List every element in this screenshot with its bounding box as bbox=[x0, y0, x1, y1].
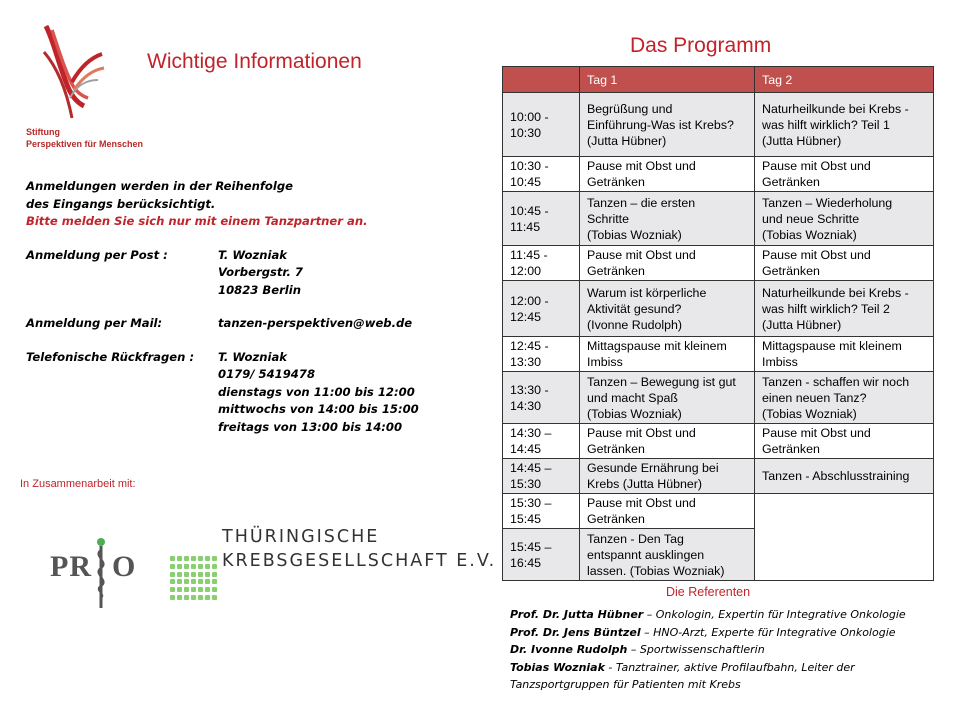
referents-title: Die Referenten bbox=[666, 585, 751, 599]
day2-cell: Pause mit Obst und Getränken bbox=[755, 157, 934, 192]
foundation-logo bbox=[36, 22, 108, 122]
registration-line1: Anmeldungen werden in der Reihenfolge bbox=[26, 179, 294, 193]
dot bbox=[184, 564, 189, 569]
dot bbox=[191, 587, 196, 592]
dot bbox=[184, 595, 189, 600]
dot bbox=[184, 572, 189, 577]
phone-line: T. Wozniak bbox=[218, 349, 288, 364]
time-cell: 10:30 - 10:45 bbox=[503, 157, 580, 192]
dot bbox=[170, 587, 175, 592]
day2-cell: Naturheilkunde bei Krebs - was hilft wirklich? Teil 2 (Jutta Hübner) bbox=[755, 281, 934, 337]
day2-cell: Naturheilkunde bei Krebs - was hilft wirklich? Teil 1 (Jutta Hübner) bbox=[755, 93, 934, 157]
dot bbox=[198, 579, 203, 584]
dot bbox=[170, 595, 175, 600]
phone-label: Telefonische Rückfragen : bbox=[26, 349, 195, 364]
phone-line: dienstags von 11:00 bis 12:00 bbox=[218, 384, 415, 399]
program-row bbox=[503, 192, 934, 246]
day1-cell: Gesunde Ernährung bei Krebs (Jutta Hübner) bbox=[580, 459, 755, 494]
day1-cell: Tanzen – Bewegung ist gut und macht Spaß (Tobias Wozniak) bbox=[580, 372, 755, 424]
program-row bbox=[503, 93, 934, 157]
prio-logo bbox=[48, 536, 148, 610]
mail-row bbox=[26, 315, 466, 333]
referent-name: Dr. Ivonne Rudolph bbox=[510, 643, 628, 656]
foundation-name bbox=[26, 126, 143, 150]
dot bbox=[184, 579, 189, 584]
day1-cell: Pause mit Obst und Getränken bbox=[580, 157, 755, 192]
dot bbox=[184, 556, 189, 561]
tkg-logo-text bbox=[222, 525, 496, 573]
dot bbox=[191, 595, 196, 600]
foundation-logo-icon bbox=[36, 22, 108, 122]
program-row bbox=[503, 424, 934, 459]
header-day1: Tag 1 bbox=[580, 67, 755, 93]
referent-desc: – Onkologin, Expertin für Integrative Onkologie bbox=[643, 608, 906, 621]
dot bbox=[212, 579, 217, 584]
dot bbox=[205, 595, 210, 600]
dot bbox=[198, 572, 203, 577]
day2-empty-cell bbox=[755, 494, 934, 581]
program-header-row bbox=[503, 67, 934, 93]
time-cell: 12:00 - 12:45 bbox=[503, 281, 580, 337]
dot bbox=[177, 572, 182, 577]
referent-name: Prof. Dr. Jutta Hübner bbox=[510, 608, 644, 621]
referent-desc: – HNO-Arzt, Experte für Integrative Onkologie bbox=[640, 625, 896, 639]
cooperation-label: In Zusammenarbeit mit: bbox=[20, 478, 136, 490]
referent-desc: - Tanztrainer, aktive Profilaufbahn, Leiter der Tanzsportgruppen für Patienten mit Krebs bbox=[510, 660, 855, 691]
phone-row bbox=[26, 349, 466, 437]
dot bbox=[198, 587, 203, 592]
post-line: T. Wozniak bbox=[218, 247, 288, 262]
dot bbox=[177, 556, 182, 561]
prio-text-right: O bbox=[112, 550, 137, 583]
day2-cell: Tanzen – Wiederholung und neue Schritte (Tobias Wozniak) bbox=[755, 192, 934, 246]
prio-text-left: PR bbox=[50, 550, 92, 583]
dot bbox=[177, 579, 182, 584]
time-cell: 15:45 – 16:45 bbox=[503, 529, 580, 581]
tkg-dots-logo bbox=[170, 556, 216, 602]
info-title: Wichtige Informationen bbox=[147, 50, 362, 73]
dot bbox=[198, 564, 203, 569]
program-row bbox=[503, 372, 934, 424]
dot bbox=[205, 556, 210, 561]
header-time bbox=[503, 67, 580, 93]
time-cell: 14:45 – 15:30 bbox=[503, 459, 580, 494]
dot bbox=[170, 572, 175, 577]
day1-cell: Pause mit Obst und Getränken bbox=[580, 494, 755, 529]
dot bbox=[177, 564, 182, 569]
day1-cell: Pause mit Obst und Getränken bbox=[580, 246, 755, 281]
time-cell: 13:30 - 14:30 bbox=[503, 372, 580, 424]
time-cell: 10:45 - 11:45 bbox=[503, 192, 580, 246]
post-label: Anmeldung per Post : bbox=[26, 247, 168, 262]
dot bbox=[212, 587, 217, 592]
mail-address[interactable]: tanzen-perspektiven@web.de bbox=[218, 316, 413, 330]
day1-cell: Mittagspause mit kleinem Imbiss bbox=[580, 337, 755, 372]
day2-cell: Tanzen - schaffen wir noch einen neuen Tanz? (Tobias Wozniak) bbox=[755, 372, 934, 424]
day2-cell: Mittagspause mit kleinem Imbiss bbox=[755, 337, 934, 372]
header-day2: Tag 2 bbox=[755, 67, 934, 93]
time-cell: 11:45 - 12:00 bbox=[503, 246, 580, 281]
dot bbox=[170, 579, 175, 584]
referent-item bbox=[510, 659, 950, 694]
phone-details bbox=[218, 349, 419, 437]
program-row bbox=[503, 157, 934, 192]
dot bbox=[170, 564, 175, 569]
tkg-line1: THÜRINGISCHE bbox=[222, 527, 380, 547]
post-line: 10823 Berlin bbox=[218, 282, 301, 297]
post-address bbox=[218, 247, 303, 300]
dot bbox=[177, 595, 182, 600]
day2-cell: Tanzen - Abschlusstraining bbox=[755, 459, 934, 494]
referents-list bbox=[510, 606, 950, 694]
phone-line: freitags von 13:00 bis 14:00 bbox=[218, 419, 403, 434]
referent-name: Prof. Dr. Jens Büntzel bbox=[510, 625, 641, 639]
day1-cell: Tanzen - Den Tag entspannt ausklingen lassen. (Tobias Wozniak) bbox=[580, 529, 755, 581]
referent-item bbox=[510, 624, 950, 642]
post-row bbox=[26, 247, 466, 300]
foundation-line1: Stiftung bbox=[26, 127, 60, 137]
dot bbox=[212, 556, 217, 561]
dot bbox=[205, 564, 210, 569]
dot bbox=[205, 579, 210, 584]
dot bbox=[198, 556, 203, 561]
dot bbox=[205, 572, 210, 577]
day1-cell: Pause mit Obst und Getränken bbox=[580, 424, 755, 459]
phone-line: mittwochs von 14:00 bis 15:00 bbox=[218, 402, 419, 416]
program-title: Das Programm bbox=[630, 34, 772, 57]
dot bbox=[212, 595, 217, 600]
referent-item bbox=[510, 606, 950, 624]
foundation-line2: Perspektiven für Menschen bbox=[26, 139, 144, 149]
tkg-line2: KREBSGESELLSCHAFT E.V. bbox=[222, 551, 497, 571]
time-cell: 14:30 – 14:45 bbox=[503, 424, 580, 459]
program-row bbox=[503, 337, 934, 372]
day1-cell: Begrüßung und Einführung-Was ist Krebs? (Jutta Hübner) bbox=[580, 93, 755, 157]
registration-info bbox=[26, 178, 466, 436]
program-table bbox=[502, 66, 934, 581]
referent-desc: – Sportwissenschaftlerin bbox=[627, 643, 765, 656]
registration-note: Bitte melden Sie sich nur mit einem Tanzpartner an. bbox=[26, 214, 368, 228]
dot bbox=[205, 587, 210, 592]
referent-item bbox=[510, 641, 950, 659]
time-cell: 15:30 – 15:45 bbox=[503, 494, 580, 529]
day1-cell: Tanzen – die ersten Schritte (Tobias Wozniak) bbox=[580, 192, 755, 246]
mail-label: Anmeldung per Mail: bbox=[26, 316, 163, 330]
staff-of-asclepius-icon bbox=[90, 536, 112, 610]
program-row bbox=[503, 459, 934, 494]
day1-cell: Warum ist körperliche Aktivität gesund? (Ivonne Rudolph) bbox=[580, 281, 755, 337]
dot bbox=[191, 572, 196, 577]
program-row bbox=[503, 246, 934, 281]
day2-cell: Pause mit Obst und Getränken bbox=[755, 424, 934, 459]
dot bbox=[184, 587, 189, 592]
dot bbox=[191, 579, 196, 584]
program-row bbox=[503, 281, 934, 337]
dot bbox=[177, 587, 182, 592]
time-cell: 12:45 - 13:30 bbox=[503, 337, 580, 372]
time-cell: 10:00 - 10:30 bbox=[503, 93, 580, 157]
day2-cell: Pause mit Obst und Getränken bbox=[755, 246, 934, 281]
dot bbox=[198, 595, 203, 600]
dot bbox=[191, 556, 196, 561]
referent-name: Tobias Wozniak bbox=[510, 660, 605, 674]
dot bbox=[191, 564, 196, 569]
post-line: Vorbergstr. 7 bbox=[218, 265, 304, 279]
registration-line2: des Eingangs berücksichtigt. bbox=[26, 196, 216, 211]
phone-line: 0179/ 5419478 bbox=[218, 367, 316, 381]
program-row bbox=[503, 494, 934, 529]
dot bbox=[212, 572, 217, 577]
dot bbox=[170, 556, 175, 561]
dot bbox=[212, 564, 217, 569]
